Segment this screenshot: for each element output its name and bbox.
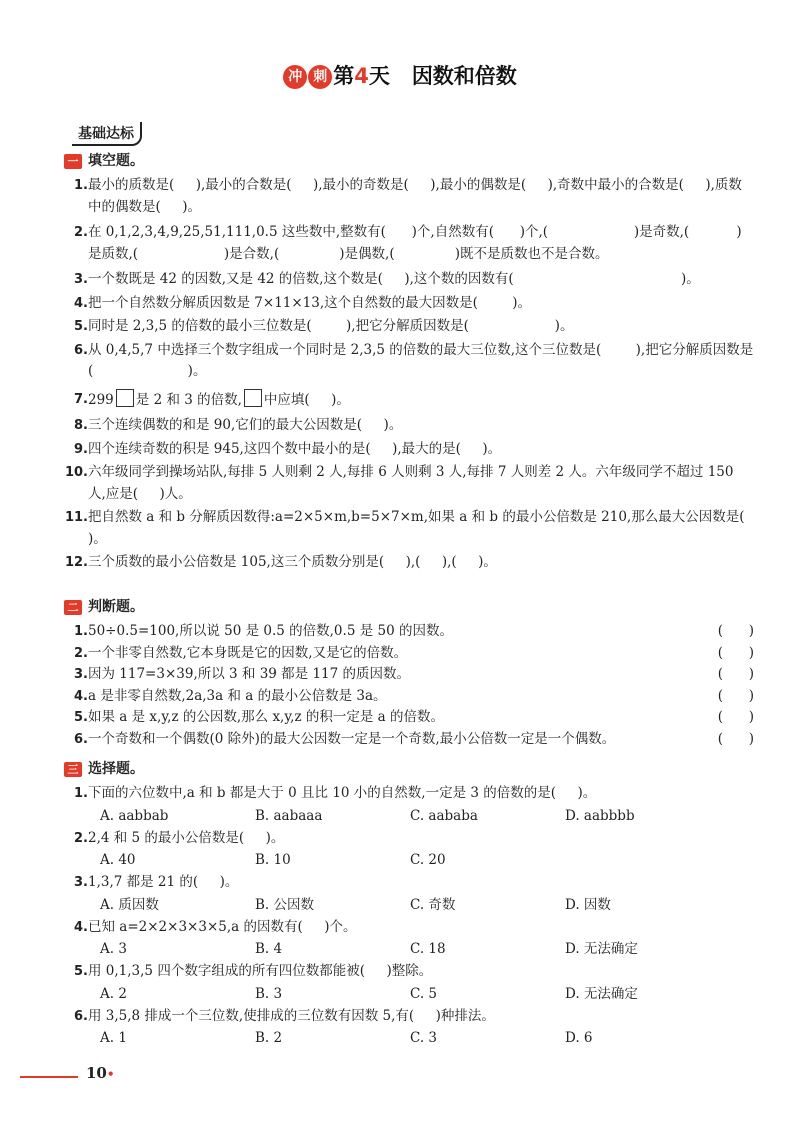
option[interactable]: D. 无法确定 bbox=[565, 941, 638, 957]
page-number: 10• bbox=[86, 1064, 115, 1082]
question: 4. a 是非零自然数,2a,3a 和 a 的最小公倍数是 3a。 ( ) bbox=[64, 686, 754, 708]
options-row bbox=[64, 894, 754, 917]
option[interactable]: B. 3 bbox=[255, 985, 283, 1002]
option[interactable]: D. aabbbb bbox=[565, 807, 635, 824]
option[interactable]: B. aabaaa bbox=[255, 807, 323, 824]
badge-ci: 刺 bbox=[308, 65, 332, 89]
options-row bbox=[64, 1027, 754, 1050]
answer-paren[interactable]: ( ) bbox=[717, 730, 754, 747]
option[interactable]: A. 2 bbox=[100, 985, 127, 1002]
option[interactable]: B. 2 bbox=[255, 1030, 283, 1046]
part-title: 选择题。 bbox=[88, 761, 144, 777]
answer-box[interactable] bbox=[116, 389, 134, 407]
part-title: 判断题。 bbox=[88, 599, 144, 615]
option[interactable]: A. 40 bbox=[100, 852, 136, 868]
section-label: 基础达标 bbox=[72, 122, 142, 146]
option[interactable]: C. 18 bbox=[410, 941, 446, 957]
part-fill-blank bbox=[64, 150, 766, 574]
lesson-title: 因数和倍数 bbox=[411, 64, 517, 88]
question: 11. 把自然数 a 和 b 分解质因数得:a=2×5×m,b=5×7×m,如果 a 和 b 的最小公倍数是 210,那么最大公因数是( )。 bbox=[64, 509, 766, 547]
question: 3. 一个数既是 42 的因数,又是 42 的倍数,这个数是( ),这个数的因数有( )。 bbox=[74, 271, 700, 287]
part-title: 填空题。 bbox=[88, 153, 144, 169]
question: 9. 四个连续奇数的积是 945,这四个数中最小的是( ),最大的是( )。 bbox=[74, 440, 502, 457]
question: 5. 如果 a 是 x,y,z 的公因数,那么 x,y,z 的积一定是 a 的倍数。 ( ) bbox=[64, 707, 754, 729]
option[interactable]: C. 3 bbox=[410, 1030, 438, 1046]
option[interactable]: D. 因数 bbox=[565, 896, 611, 913]
page-title bbox=[0, 60, 800, 90]
day-number: 4 bbox=[354, 64, 369, 88]
option[interactable]: A. 质因数 bbox=[100, 896, 159, 913]
option[interactable]: C. aababa bbox=[410, 807, 478, 824]
question: 8. 三个连续偶数的和是 90,它们的最大公因数是( )。 bbox=[74, 417, 403, 433]
question: 2. 2,4 和 5 的最小公倍数是( )。 bbox=[74, 829, 285, 846]
answer-box[interactable] bbox=[244, 389, 262, 407]
question: 12. 三个质数的最小公倍数是 105,这三个质数分别是( ),( ),( )。 bbox=[64, 554, 497, 570]
answer-paren[interactable]: ( ) bbox=[717, 666, 754, 682]
answer-paren[interactable]: ( ) bbox=[717, 644, 754, 661]
question: 5. 用 0,1,3,5 四个数字组成的所有四位数都能被( )整除。 bbox=[74, 963, 433, 979]
option[interactable]: B. 4 bbox=[255, 941, 283, 957]
question: 6. 从 0,4,5,7 中选择三个数字组成一个同时是 2,3,5 的倍数的最大三位数,这个三位数是( ),把它分解质因数是( )。 bbox=[74, 341, 754, 379]
question: 4. 已知 a=2×2×3×3×5,a 的因数有( )个。 bbox=[74, 918, 357, 935]
option[interactable]: C. 奇数 bbox=[410, 896, 456, 913]
question: 6. 一个奇数和一个偶数(0 除外)的最大公因数一定是一个奇数,最小公倍数一定是一个偶数。 ( ) bbox=[64, 729, 754, 751]
part-number: 二 bbox=[64, 600, 82, 615]
option[interactable]: B. 公因数 bbox=[255, 896, 315, 913]
part-header bbox=[64, 596, 754, 618]
option[interactable]: D. 6 bbox=[565, 1030, 593, 1046]
part-multiple-choice bbox=[64, 758, 754, 1050]
options-row bbox=[64, 938, 754, 961]
day-suffix: 天 bbox=[368, 64, 390, 88]
option[interactable]: A. aabbab bbox=[100, 807, 169, 824]
footer-rule bbox=[20, 1076, 78, 1078]
badge-chong: 冲 bbox=[283, 65, 307, 89]
question: 2. 一个非零自然数,它本身既是它的因数,又是它的倍数。 ( ) bbox=[64, 643, 754, 665]
option[interactable]: A. 1 bbox=[100, 1030, 127, 1046]
options-row bbox=[64, 849, 754, 872]
part-number: 三 bbox=[64, 762, 82, 777]
answer-paren[interactable]: ( ) bbox=[717, 709, 754, 725]
option[interactable] bbox=[565, 849, 720, 872]
question: 1. 50÷0.5=100,所以说 50 是 0.5 的倍数,0.5 是 50 的因数。 ( ) bbox=[64, 621, 754, 643]
answer-paren[interactable]: ( ) bbox=[717, 687, 754, 704]
question: 7. 299 是 2 和 3 的倍数, 中应填( )。 bbox=[64, 389, 754, 412]
question: 5. 同时是 2,3,5 的倍数的最小三位数是( ),把它分解质因数是( )。 bbox=[74, 318, 574, 334]
question: 1. 最小的质数是( ),最小的合数是( ),最小的奇数是( ),最小的偶数是( ),奇数中最小的合数是( ),质数中的偶数是( )。 bbox=[74, 177, 742, 215]
options-row bbox=[64, 805, 754, 828]
part-header bbox=[64, 758, 754, 780]
option[interactable]: D. 无法确定 bbox=[565, 985, 638, 1002]
question: 2. 在 0,1,2,3,4,9,25,51,111,0.5 这些数中,整数有( )个,自然数有( )个,( )是奇数,( )是质数,( )是合数,( )是偶数,( )既不是质数也不是合数。 bbox=[74, 224, 742, 262]
option[interactable]: B. 10 bbox=[255, 852, 291, 868]
question: 3. 1,3,7 都是 21 的( )。 bbox=[74, 874, 239, 890]
part-true-false bbox=[64, 596, 754, 750]
question: 4. 把一个自然数分解质因数是 7×11×13,这个自然数的最大因数是( )。 bbox=[74, 294, 532, 311]
question: 3. 因为 117=3×39,所以 3 和 39 都是 117 的质因数。 ( ) bbox=[64, 664, 754, 686]
part-number: 一 bbox=[64, 154, 82, 169]
option[interactable]: C. 5 bbox=[410, 985, 438, 1002]
day-prefix: 第 bbox=[333, 64, 355, 88]
part-header bbox=[64, 150, 754, 172]
question: 6. 用 3,5,8 排成一个三位数,使排成的三位数有因数 5,有( )种排法。 bbox=[74, 1007, 495, 1024]
option[interactable]: C. 20 bbox=[410, 852, 446, 868]
option[interactable]: A. 3 bbox=[100, 941, 127, 957]
question: 1. 下面的六位数中,a 和 b 都是大于 0 且比 10 小的自然数,一定是 3 的倍数的是( )。 bbox=[74, 785, 597, 801]
question: 10. 六年级同学到操场站队,每排 5 人则剩 2 人,每排 6 人则剩 3 人,每排 7 人则差 2 人。六年级同学不超过 150 人,应是( )人。 bbox=[64, 464, 738, 502]
answer-paren[interactable]: ( ) bbox=[717, 623, 754, 639]
options-row bbox=[64, 983, 754, 1006]
